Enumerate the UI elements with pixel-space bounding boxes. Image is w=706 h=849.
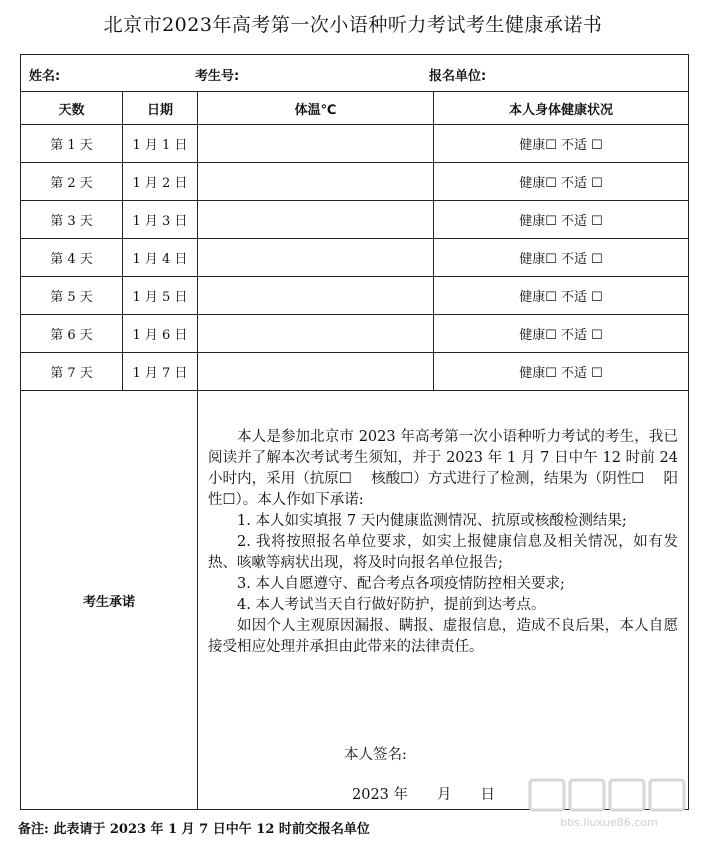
header-health-status: 本人身体健康状况 (434, 92, 689, 125)
info-row (21, 55, 689, 92)
date-cell: 1 月 7 日 (123, 353, 198, 391)
day-cell: 第 5 天 (21, 277, 123, 315)
promise-body (198, 391, 689, 810)
header-temperature: 体温℃ (198, 92, 434, 125)
watermark-url: bbs.liuxue86.com (560, 816, 658, 829)
health-status-cell[interactable]: 健康☐ 不适 ☐ (434, 239, 689, 277)
header-day: 天数 (21, 92, 123, 125)
promise-row (21, 391, 689, 810)
promise-label: 考生承诺 (21, 391, 198, 810)
table-row (21, 239, 689, 277)
health-status-cell[interactable]: 健康☐ 不适 ☐ (434, 277, 689, 315)
watermark-logo (524, 774, 694, 832)
header-row (21, 92, 689, 125)
date-cell: 1 月 3 日 (123, 201, 198, 239)
table-row (21, 277, 689, 315)
day-cell: 第 3 天 (21, 201, 123, 239)
promise-item-2: 2. 我将按照报名单位要求，如实上报健康信息及相关情况，如有发热、咳嗽等病状出现，将及时向报名单位报告; (208, 534, 678, 571)
day-cell: 第 1 天 (21, 125, 123, 163)
day-cell: 第 2 天 (21, 163, 123, 201)
footer-note: 备注: 此表请于 2023 年 1 月 7 日中午 12 时前交报名单位 (18, 822, 370, 837)
candidate-id-label: 考生号: (195, 69, 240, 84)
temperature-cell[interactable] (198, 315, 434, 353)
health-status-cell[interactable]: 健康☐ 不适 ☐ (434, 163, 689, 201)
day-cell: 第 4 天 (21, 239, 123, 277)
promise-item-3: 3. 本人自愿遵守、配合考点各项疫情防控相关要求; (237, 576, 565, 592)
health-status-cell[interactable]: 健康☐ 不适 ☐ (434, 201, 689, 239)
temperature-cell[interactable] (198, 125, 434, 163)
promise-item-1: 1. 本人如实填报 7 天内健康监测情况、抗原或核酸检测结果; (237, 513, 627, 529)
promise-text (208, 427, 678, 658)
date-cell: 1 月 6 日 (123, 315, 198, 353)
info-cell (21, 55, 689, 92)
header-date: 日期 (123, 92, 198, 125)
promise-closing: 如因个人主观原因漏报、瞒报、虚报信息，造成不良后果，本人自愿接受相应处理并承担由此带来的法律责任。 (208, 618, 678, 655)
temperature-cell[interactable] (198, 201, 434, 239)
health-status-cell[interactable]: 健康☐ 不适 ☐ (434, 315, 689, 353)
table-row (21, 315, 689, 353)
health-form-table (20, 54, 689, 810)
health-status-cell[interactable]: 健康☐ 不适 ☐ (434, 353, 689, 391)
temperature-cell[interactable] (198, 163, 434, 201)
health-status-cell[interactable]: 健康☐ 不适 ☐ (434, 125, 689, 163)
table-row (21, 125, 689, 163)
table-row (21, 163, 689, 201)
date-cell: 1 月 5 日 (123, 277, 198, 315)
page-title: 北京市2023年高考第一次小语种听力考试考生健康承诺书 (103, 14, 603, 36)
day-cell: 第 6 天 (21, 315, 123, 353)
promise-intro: 本人是参加北京市 2023 年高考第一次小语种听力考试的考生，我已阅读并了解本次考试考生须知，并于 2023 年 1 月 7 日中午 12 时前 24 小时内，采用（抗原☐ 核酸☐）方式进行了检测，结果为（阴性☐ 阳性☐）。本人作如下承诺: (208, 429, 678, 508)
temperature-cell[interactable] (198, 277, 434, 315)
signature-date: 2023 年 月 日 (352, 787, 496, 803)
date-cell: 1 月 1 日 (123, 125, 198, 163)
name-label: 姓名: (29, 69, 61, 84)
temperature-cell[interactable] (198, 239, 434, 277)
table-row (21, 201, 689, 239)
date-cell: 1 月 4 日 (123, 239, 198, 277)
registration-unit-label: 报名单位: (429, 69, 487, 84)
date-cell: 1 月 2 日 (123, 163, 198, 201)
table-row (21, 353, 689, 391)
signature-label: 本人签名: (344, 747, 407, 763)
day-cell: 第 7 天 (21, 353, 123, 391)
promise-item-4: 4. 本人考试当天自行做好防护，提前到达考点。 (237, 597, 546, 613)
temperature-cell[interactable] (198, 353, 434, 391)
